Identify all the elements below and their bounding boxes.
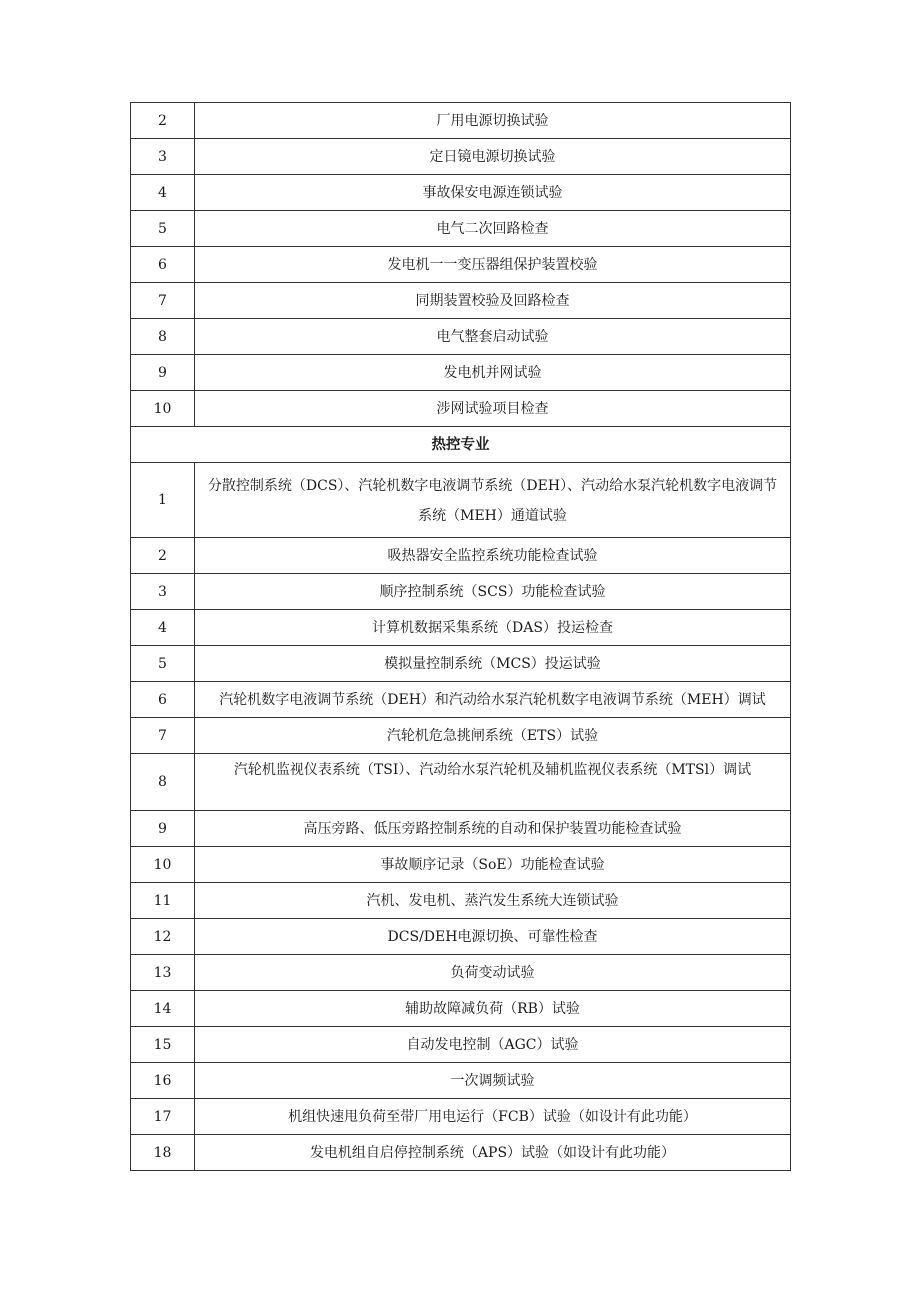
test-items-table xyxy=(130,102,791,1171)
row-number: 12 xyxy=(131,919,195,955)
row-item-text: 定日镜电源切换试验 xyxy=(195,139,791,175)
row-item-text: 汽轮机监视仪表系统（TSI）、汽动给水泵汽轮机及辅机监视仪表系统（MTSl）调试 xyxy=(195,754,791,811)
row-item-text: 辅助故障减负荷（RB）试验 xyxy=(195,991,791,1027)
row-number: 6 xyxy=(131,682,195,718)
row-item-text: 分散控制系统（DCS）、汽轮机数字电液调节系统（DEH）、汽动给水泵汽轮机数字电液调节系统（MEH）通道试验 xyxy=(195,463,791,538)
row-number: 11 xyxy=(131,883,195,919)
row-number: 16 xyxy=(131,1063,195,1099)
row-number: 1 xyxy=(131,463,195,538)
row-item-text: 机组快速甩负荷至带厂用电运行（FCB）试验（如设计有此功能） xyxy=(195,1099,791,1135)
row-item-text: 负荷变动试验 xyxy=(195,955,791,991)
row-number: 13 xyxy=(131,955,195,991)
table-row xyxy=(131,1027,791,1063)
row-number: 15 xyxy=(131,1027,195,1063)
row-number: 10 xyxy=(131,391,195,427)
row-number: 18 xyxy=(131,1135,195,1171)
row-number: 2 xyxy=(131,103,195,139)
row-item-text: 吸热器安全监控系统功能检查试验 xyxy=(195,538,791,574)
row-number: 5 xyxy=(131,211,195,247)
row-number: 5 xyxy=(131,646,195,682)
row-item-text: 事故顺序记录（SoE）功能检查试验 xyxy=(195,847,791,883)
row-number: 9 xyxy=(131,811,195,847)
row-number: 7 xyxy=(131,718,195,754)
table-row xyxy=(131,646,791,682)
row-item-text: 顺序控制系统（SCS）功能检查试验 xyxy=(195,574,791,610)
table-row xyxy=(131,718,791,754)
row-item-text: DCS/DEH电源切换、可靠性检查 xyxy=(195,919,791,955)
row-number: 4 xyxy=(131,175,195,211)
row-number: 8 xyxy=(131,754,195,811)
row-number: 3 xyxy=(131,574,195,610)
row-number: 4 xyxy=(131,610,195,646)
table-row xyxy=(131,139,791,175)
section-title: 热控专业 xyxy=(131,427,791,463)
row-item-text: 汽轮机数字电液调节系统（DEH）和汽动给水泵汽轮机数字电液调节系统（MEH）调试 xyxy=(195,682,791,718)
table-row xyxy=(131,811,791,847)
row-number: 10 xyxy=(131,847,195,883)
row-item-text: 一次调频试验 xyxy=(195,1063,791,1099)
table-row xyxy=(131,247,791,283)
row-number: 6 xyxy=(131,247,195,283)
row-number: 14 xyxy=(131,991,195,1027)
row-item-text: 发电机一一变压器组保护装置校验 xyxy=(195,247,791,283)
table-row xyxy=(131,1099,791,1135)
table-row xyxy=(131,574,791,610)
row-item-text: 电气二次回路检查 xyxy=(195,211,791,247)
row-item-text: 汽机、发电机、蒸汽发生系统大连锁试验 xyxy=(195,883,791,919)
row-item-text: 涉网试验项目检查 xyxy=(195,391,791,427)
table-row xyxy=(131,538,791,574)
table-row xyxy=(131,883,791,919)
row-number: 17 xyxy=(131,1099,195,1135)
table-row xyxy=(131,175,791,211)
row-item-text: 厂用电源切换试验 xyxy=(195,103,791,139)
row-number: 7 xyxy=(131,283,195,319)
table-row xyxy=(131,991,791,1027)
table-row xyxy=(131,391,791,427)
table-row xyxy=(131,355,791,391)
row-item-text: 发电机组自启停控制系统（APS）试验（如设计有此功能） xyxy=(195,1135,791,1171)
table-row xyxy=(131,919,791,955)
table-row xyxy=(131,610,791,646)
row-item-text: 发电机并网试验 xyxy=(195,355,791,391)
row-item-text: 计算机数据采集系统（DAS）投运检查 xyxy=(195,610,791,646)
table-row xyxy=(131,1063,791,1099)
table-row xyxy=(131,463,791,538)
row-item-text: 电气整套启动试验 xyxy=(195,319,791,355)
row-number: 9 xyxy=(131,355,195,391)
row-item-text: 高压旁路、低压旁路控制系统的自动和保护装置功能检查试验 xyxy=(195,811,791,847)
row-item-text: 同期装置校验及回路检查 xyxy=(195,283,791,319)
table-row xyxy=(131,319,791,355)
row-number: 2 xyxy=(131,538,195,574)
row-item-text: 自动发电控制（AGC）试验 xyxy=(195,1027,791,1063)
row-item-text: 模拟量控制系统（MCS）投运试验 xyxy=(195,646,791,682)
row-item-text: 事故保安电源连锁试验 xyxy=(195,175,791,211)
table-row xyxy=(131,211,791,247)
table-row xyxy=(131,682,791,718)
table-row xyxy=(131,754,791,811)
table-body xyxy=(131,103,791,1171)
table-row xyxy=(131,1135,791,1171)
table-row xyxy=(131,283,791,319)
table-row xyxy=(131,103,791,139)
table-row xyxy=(131,955,791,991)
section-header-row xyxy=(131,427,791,463)
row-number: 8 xyxy=(131,319,195,355)
table-row xyxy=(131,847,791,883)
row-number: 3 xyxy=(131,139,195,175)
row-item-text: 汽轮机危急挑闸系统（ETS）试验 xyxy=(195,718,791,754)
